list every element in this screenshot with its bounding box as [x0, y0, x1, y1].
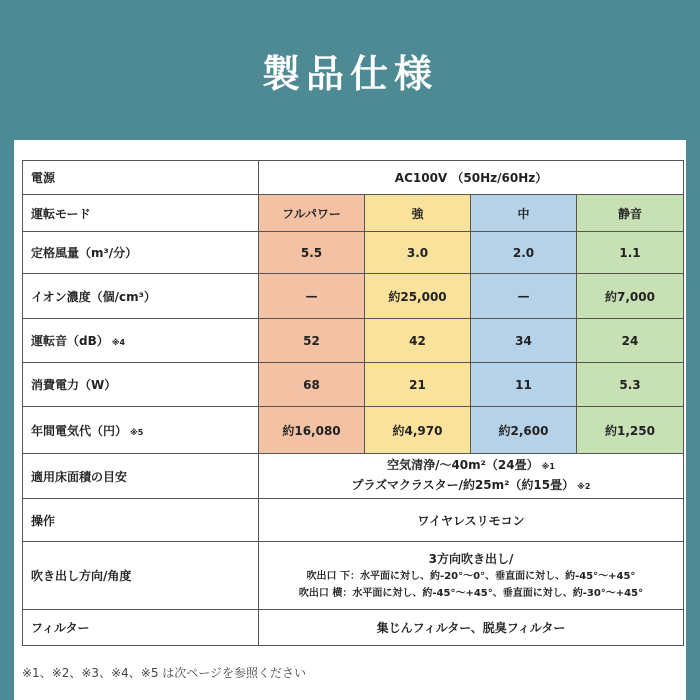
annual-cost-strong: 約4,970: [365, 407, 471, 454]
row-annual-cost: [23, 407, 684, 454]
label-noise-text: 運転音（dB）: [31, 334, 109, 348]
footnote: ※1、※2、※3、※4、※5 は次ページを参照ください: [22, 666, 307, 680]
mode-strong: 強: [365, 195, 471, 232]
value-direction: [259, 542, 684, 610]
value-operation: ワイヤレスリモコン: [259, 499, 684, 542]
label-airflow: 定格風量（m³/分）: [23, 232, 259, 274]
floor-area-line-2: [259, 476, 683, 496]
ion-quiet: 約7,000: [577, 274, 684, 319]
label-ion: イオン濃度（個/cm³）: [23, 274, 259, 319]
mode-full-power: フルパワー: [259, 195, 365, 232]
floor-area-purify: 空気清浄/〜40m²（24畳）: [387, 458, 539, 472]
row-power: [23, 161, 684, 195]
annual-cost-full-power: 約16,080: [259, 407, 365, 454]
label-filter: フィルター: [23, 610, 259, 646]
row-floor-area: [23, 454, 684, 499]
direction-line-2: 吹出口 下：水平面に対し、約-20°〜0°、垂直面に対し、約-45°〜+45°: [306, 570, 636, 582]
airflow-medium: 2.0: [471, 232, 577, 274]
note-4: ※4: [111, 338, 126, 347]
label-floor-area: 適用床面積の目安: [23, 454, 259, 499]
row-operation: [23, 499, 684, 542]
label-power: 電源: [23, 161, 259, 195]
direction-line-1: 3方向吹き出し/: [428, 551, 514, 566]
noise-medium: 34: [471, 319, 577, 363]
consumption-full-power: 68: [259, 363, 365, 407]
direction-line-3: 吹出口 横：水平面に対し、約-45°〜+45°、垂直面に対し、約-30°〜+45°: [298, 587, 644, 599]
consumption-strong: 21: [365, 363, 471, 407]
annual-cost-quiet: 約1,250: [577, 407, 684, 454]
note-1: ※1: [541, 462, 555, 471]
floor-area-line-1: [259, 456, 683, 476]
row-consumption: [23, 363, 684, 407]
row-ion: [23, 274, 684, 319]
noise-full-power: 52: [259, 319, 365, 363]
label-annual-cost: [23, 407, 259, 454]
label-operation: 操作: [23, 499, 259, 542]
floor-area-plasmacluster: プラズマクラスター/約25m²（約15畳）: [351, 478, 575, 492]
noise-quiet: 24: [577, 319, 684, 363]
label-noise: [23, 319, 259, 363]
ion-full-power: —: [259, 274, 365, 319]
ion-strong: 約25,000: [365, 274, 471, 319]
row-airflow: [23, 232, 684, 274]
spec-table: [22, 160, 684, 646]
noise-strong: 42: [365, 319, 471, 363]
label-mode: 運転モード: [23, 195, 259, 232]
row-direction: [23, 542, 684, 610]
page-title: 製品仕様: [261, 52, 438, 96]
note-2: ※2: [577, 482, 591, 491]
value-filter: 集じんフィルター、脱臭フィルター: [259, 610, 684, 646]
frame-left: [0, 140, 14, 700]
value-power: AC100V （50Hz/60Hz）: [259, 161, 684, 195]
row-filter: [23, 610, 684, 646]
airflow-strong: 3.0: [365, 232, 471, 274]
mode-medium: 中: [471, 195, 577, 232]
label-direction: 吹き出し方向/角度: [23, 542, 259, 610]
row-noise: [23, 319, 684, 363]
label-annual-cost-text: 年間電気代（円）: [31, 423, 128, 438]
ion-medium: —: [471, 274, 577, 319]
value-floor-area: [259, 454, 684, 499]
mode-quiet: 静音: [577, 195, 684, 232]
consumption-quiet: 5.3: [577, 363, 684, 407]
row-mode: [23, 195, 684, 232]
frame-right: [686, 140, 700, 700]
note-5: ※5: [130, 427, 144, 437]
airflow-quiet: 1.1: [577, 232, 684, 274]
consumption-medium: 11: [471, 363, 577, 407]
airflow-full-power: 5.5: [259, 232, 365, 274]
annual-cost-medium: 約2,600: [471, 407, 577, 454]
label-consumption: 消費電力（W）: [23, 363, 259, 407]
